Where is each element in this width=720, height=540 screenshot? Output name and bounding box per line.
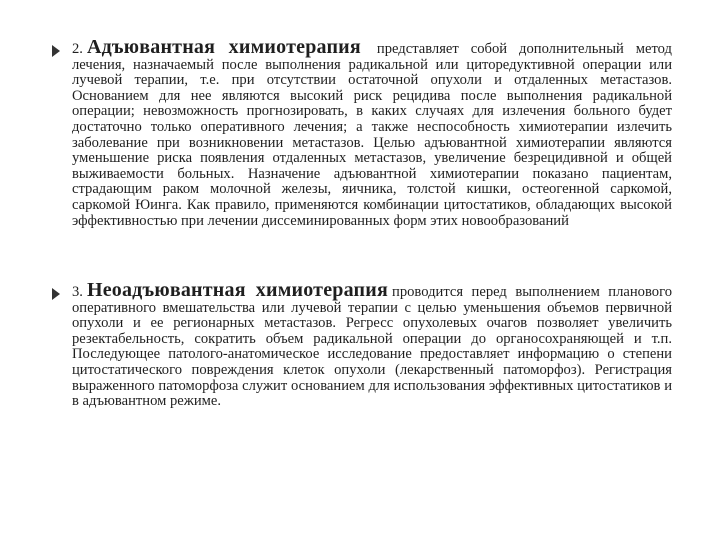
item-text: проводится перед выполнением планового оперативного вмешательства или лучевой терапии с целью уменьшения объемов первичной опухоли и ее регионарных метастазов. Регресс опухолевых очагов позволяет увеличить резектабельность, сократить объем радикальной операции до органосохраняющей и т.п. Последующее патолого-анатомическое исследование предоставляет информацию о степени цитостатического повреждения клеток опухоли (лекарственный патоморфоз). Регистрация выраженного патоморфоза служит основанием для использования эффективных цитостатиков и в адъювантном режиме. bbox=[72, 284, 672, 410]
list-item-adjuvant bbox=[52, 36, 672, 229]
item-number: 2. bbox=[72, 41, 83, 57]
triangle-bullet-icon bbox=[52, 288, 60, 300]
item-heading: Неоадъювантная химиотерапия bbox=[86, 279, 389, 301]
item-heading: Адъювантная химиотерапия bbox=[86, 36, 361, 58]
item-number: 3. bbox=[72, 284, 83, 300]
list-item-neoadjuvant bbox=[52, 279, 672, 410]
paragraph bbox=[72, 279, 672, 410]
paragraph bbox=[72, 36, 672, 229]
triangle-bullet-icon bbox=[52, 45, 60, 57]
item-text: представляет собой дополнительный метод лечения, назначаемый после выполнения радикальной или циторедуктивной операции или лучевой терапии, т.е. при отсутствии остаточной опухоли и отдаленных метастазов. Основанием для нее являются высокий риск рецидива после выполнения радикальной операции; невозможность прогнозировать, в каких случаях для излечения больного будет достаточно только оперативного лечения; а также неспособность химиотерапии излечить заболевание при возникновении метастазов. Целью адъювантной химиотерапии являются уменьшение риска появления отдаленных метастазов, увеличение безрецидивной и общей выживаемости больных. Назначение адъювантной химиотерапии показано пациентам, страдающим раком молочной железы, яичника, толстой кишки, остеогенной саркомой, саркомой Юинга. Как правило, применяются комбинации цитостатиков, обладающих высокой эффективностью при лечении диссеминированных форм этих новообразований bbox=[72, 41, 672, 229]
